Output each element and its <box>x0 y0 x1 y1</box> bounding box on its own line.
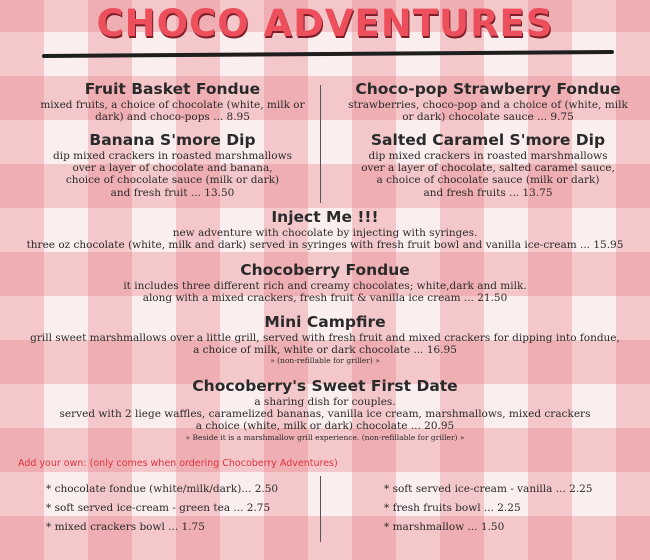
item-desc: three oz chocolate (white, milk and dark) served in syringes with fresh fruit bowl and vanilla ice-cream ... 15.95 <box>26 239 624 252</box>
item-desc: and fresh fruit ... 13.50 <box>110 186 235 199</box>
item-name: Salted Caramel S'more Dip <box>370 131 606 149</box>
item-desc: dip mixed crackers in roasted marshmallows <box>368 150 608 162</box>
addon-item: * fresh fruits bowl ... 2.25 <box>384 502 521 514</box>
menu-item-banana-smore-dip <box>40 131 305 199</box>
menu-item-inject-me <box>0 208 650 251</box>
addon-item: * soft served ice-cream - vanilla ... 2.25 <box>384 483 593 495</box>
item-desc: dip mixed crackers in roasted marshmallows <box>53 150 292 162</box>
item-name: Inject Me !!! <box>271 208 379 226</box>
item-desc: and fresh fruits ... 13.75 <box>423 186 553 199</box>
item-name: Banana S'more Dip <box>89 131 256 149</box>
item-desc: it includes three different rich and creamy chocolates; white,dark and milk. <box>123 280 527 292</box>
item-desc: over a layer of chocolate, salted caramel sauce, <box>361 162 615 175</box>
item-desc: dark) and choco-pops ... 8.95 <box>95 111 250 124</box>
item-desc: a sharing dish for couples. <box>254 396 396 408</box>
item-note: » Beside it is a marshmallow grill experience. (non-refillable for griller) » <box>185 432 465 442</box>
item-note: » (non-refillable for griller) » <box>270 356 380 366</box>
menu-title: CHOCO ADVENTURES <box>96 2 554 45</box>
addon-item: * mixed crackers bowl ... 1.75 <box>46 521 205 533</box>
item-desc: over a layer of chocolate and banana, <box>72 162 273 175</box>
item-desc: strawberries, choco-pop and a choice of (white, milk <box>348 99 628 111</box>
addons-divider <box>320 476 321 542</box>
item-desc: or dark) chocolate sauce ... 9.75 <box>402 111 574 124</box>
item-desc: a choice (white, milk or dark) chocolate ... 20.95 <box>195 420 455 433</box>
item-desc: grill sweet marshmallows over a little grill, served with fresh fruit and mixed crackers for dipping into fondue, <box>30 332 620 344</box>
item-name: Choco-pop Strawberry Fondue <box>355 80 621 98</box>
menu-item-fruit-basket-fondue <box>40 80 305 123</box>
item-name: Chocoberry's Sweet First Date <box>192 377 458 395</box>
addon-item: * soft served ice-cream - green tea ... 2.75 <box>46 502 271 514</box>
item-name: Chocoberry Fondue <box>240 261 410 279</box>
addon-item: * chocolate fondue (white/milk/dark)... 2.50 <box>46 483 279 495</box>
column-divider <box>320 85 321 203</box>
item-desc: choice of chocolate sauce (milk or dark) <box>65 174 280 187</box>
menu-item-choco-pop-strawberry-fondue <box>333 80 643 123</box>
menu-item-mini-campfire <box>0 313 650 366</box>
addon-item: * marshmallow ... 1.50 <box>384 521 505 533</box>
menu-item-chocoberry-fondue <box>0 261 650 304</box>
item-desc: a choice of chocolate sauce (milk or dark) <box>376 174 600 187</box>
item-desc: a choice of milk, white or dark chocolate ... 16.95 <box>193 344 457 357</box>
title-divider <box>42 50 614 58</box>
item-desc: along with a mixed crackers, fresh fruit & vanilla ice cream ... 21.50 <box>142 292 508 305</box>
item-name: Fruit Basket Fondue <box>84 80 261 98</box>
item-desc: mixed fruits, a choice of chocolate (white, milk or <box>40 99 305 111</box>
add-your-own-heading: Add your own: (only comes when ordering Chocoberry Adventures) <box>18 458 338 469</box>
item-desc: new adventure with chocolate by injecting with syringes. <box>172 227 478 239</box>
item-desc: served with 2 liege waffles, caramelized bananas, vanilla ice cream, marshmallows, mixed crackers <box>59 408 591 421</box>
item-name: Mini Campfire <box>264 313 386 331</box>
menu-item-salted-caramel-smore-dip <box>333 131 643 199</box>
menu-item-sweet-first-date <box>0 377 650 443</box>
